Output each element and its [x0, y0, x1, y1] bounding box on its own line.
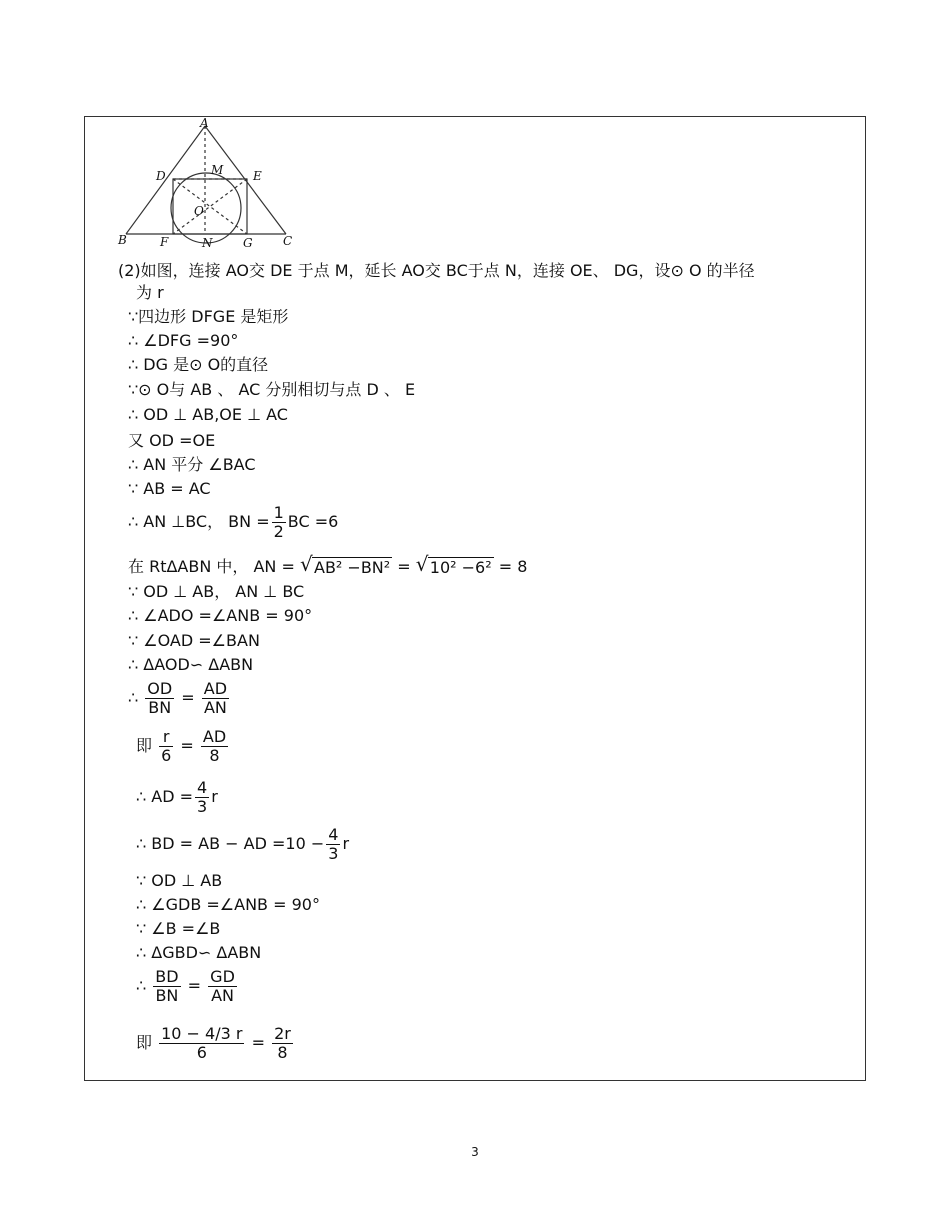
- line-14: ∵ ∠OAD =∠BAN: [128, 631, 260, 650]
- geometry-figure: [116, 116, 302, 252]
- label-G: G: [243, 236, 253, 250]
- sqrt-2: √ 10² −6²: [415, 552, 492, 577]
- sqrt-1: √ AB² −BN²: [300, 552, 391, 577]
- line-21: ∴ ∠GDB =∠ANB = 90°: [136, 895, 320, 914]
- line-5: ∵⊙ O与 AB 、 AC 分别相切与点 D 、 E: [128, 380, 416, 399]
- line-12: ∵ OD ⊥ AB， AN ⊥ BC: [128, 582, 305, 601]
- line-8: ∴ AN 平分 ∠BAC: [128, 455, 256, 474]
- label-B: B: [118, 233, 127, 247]
- line-20: ∵ OD ⊥ AB: [136, 871, 223, 890]
- line-3: ∴ ∠DFG =90°: [128, 331, 239, 350]
- line-4: ∴ DG 是⊙ O的直径: [128, 355, 269, 374]
- label-N: N: [202, 236, 213, 250]
- label-C: C: [283, 234, 293, 248]
- line-10: ∴ AN ⊥BC， BN = $\frac{1}{2}$ BC =6: [128, 503, 339, 541]
- line-24: ∴ $\frac{BD}{BN}$ = $\frac{GD}{AN}$: [136, 967, 235, 1005]
- line-2: ∵四边形 DFGE 是矩形: [128, 307, 289, 326]
- label-M: M: [211, 163, 224, 177]
- line-15: ∴ ΔAOD∽ ΔABN: [128, 655, 254, 674]
- line-16: ∴ $\frac{OD}{BN}$ = $\frac{AD}{AN}$: [128, 679, 228, 717]
- line-19: ∴ BD = AB − AD =10 − $\frac{4}{3}$ r: [136, 825, 350, 863]
- line-17: 即 $\frac{r}{6}$ = $\frac{AD}{8}$: [136, 727, 227, 765]
- line-13: ∴ ∠ADO =∠ANB = 90°: [128, 606, 313, 625]
- line-25: 即 $\frac{10 - 4/3 r}{6}$ = $\frac{2r}{8}$: [136, 1024, 291, 1062]
- label-E: E: [253, 169, 262, 183]
- line-7: 又 OD =OE: [128, 431, 216, 450]
- line-22: ∵ ∠B =∠B: [136, 919, 221, 938]
- line-18: ∴ AD = $\frac{4}{3}$ r: [136, 778, 218, 816]
- line-23: ∴ ΔGBD∽ ΔABN: [136, 943, 262, 962]
- line-9: ∵ AB = AC: [128, 479, 211, 498]
- fraction-half: $\frac{1}{2}$: [273, 503, 284, 541]
- label-F: F: [160, 235, 169, 249]
- label-D: D: [156, 169, 166, 183]
- label-O: O: [194, 204, 204, 218]
- label-A: A: [200, 116, 209, 130]
- page-number: 3: [471, 1145, 479, 1159]
- line-1b: 为 r: [136, 283, 164, 302]
- line-11: 在 RtΔABN 中， AN = √ AB² −BN² = √ 10² −6² = 8: [128, 552, 528, 577]
- line-6: ∴ OD ⊥ AB,OE ⊥ AC: [128, 405, 288, 424]
- line-1: (2)如图，连接 AO交 DE 于点 M，延长 AO交 BC于点 N，连接 OE、 DG，设⊙ O 的半径: [118, 261, 755, 280]
